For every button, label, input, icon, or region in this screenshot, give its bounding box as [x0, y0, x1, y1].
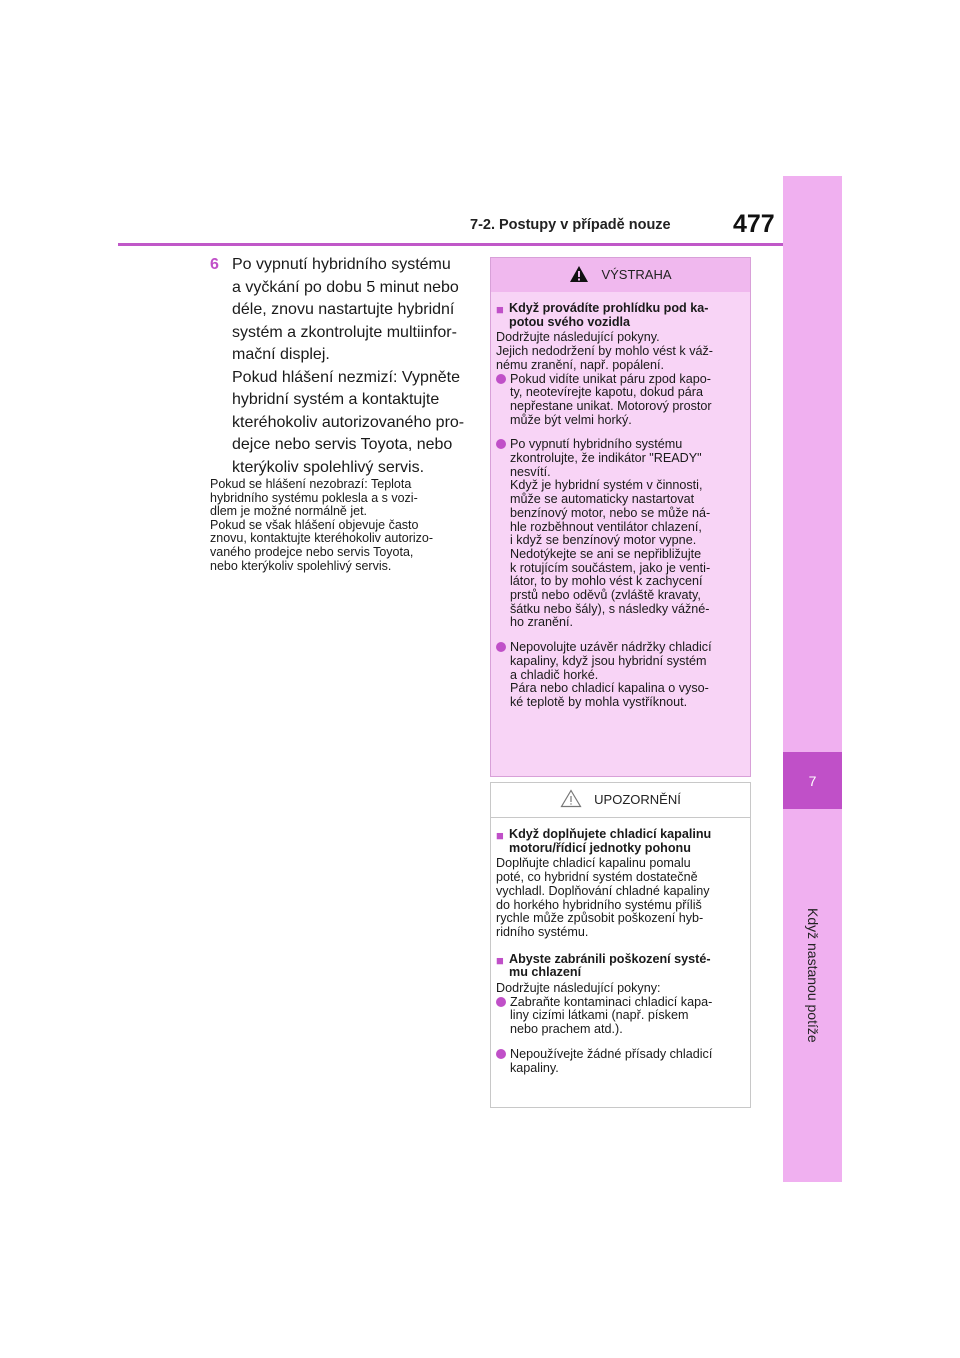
- bullet-text: [510, 641, 712, 710]
- bullet-line: Pára nebo chladicí kapalina o vyso-: [510, 681, 709, 696]
- warning-intro: [496, 331, 744, 372]
- bullet-line: k rotujícím součástem, jako je venti-: [510, 560, 711, 575]
- bullet-line: ké teplotě by mohla vystříknout.: [510, 694, 688, 709]
- bullet-item: [496, 996, 744, 1037]
- section-heading-line: mu chlazení: [509, 965, 582, 980]
- bullet-line: Zabraňte kontaminaci chladicí kapa-: [510, 994, 713, 1009]
- bullet-dot-icon: [496, 997, 506, 1007]
- bullet-dot-icon: [496, 374, 506, 384]
- page-number: 477: [733, 210, 775, 238]
- header-rule: [118, 243, 783, 246]
- note-text: [210, 478, 478, 573]
- step-line: déle, znovu nastartujte hybridní: [232, 301, 455, 318]
- step-line: Po vypnutí hybridního systému: [232, 256, 451, 273]
- note-line: nebo kterýkoliv spolehlivý servis.: [210, 558, 392, 573]
- step-6: [210, 254, 476, 479]
- note-line: dlem je možné normálně jet.: [210, 504, 368, 519]
- chapter-number-box: [783, 752, 842, 809]
- bullet-dot-icon: [496, 1049, 506, 1059]
- caution-header: [491, 783, 750, 818]
- section-text-line: Doplňujte chladicí kapalinu pomalu: [496, 856, 691, 871]
- warning-box: [490, 257, 751, 777]
- bullet-item: [496, 641, 744, 710]
- intro-line: nému zranění, např. popálení.: [496, 357, 665, 372]
- bullet-line: prstů nebo oděvů (zvláště kravaty,: [510, 588, 701, 603]
- step-line: Pokud hlášení nezmizí: Vypněte: [232, 368, 460, 386]
- bullet-line: i když se benzínový motor vypne.: [510, 533, 697, 548]
- warning-title: VÝSTRAHA: [601, 267, 672, 283]
- bullet-line: Nepoužívejte žádné přísady chladicí: [510, 1046, 713, 1061]
- spacer: [496, 940, 744, 951]
- bullet-line: zkontrolujte, že indikátor "READY": [510, 451, 702, 466]
- section-text: [496, 857, 744, 939]
- note-line: Pokud se však hlášení objevuje často: [210, 517, 419, 532]
- section-text-line: Dodržujte následující pokyny:: [496, 981, 661, 996]
- bullet-line: nesvítí.: [510, 464, 551, 479]
- intro-line: Jejich nedodržení by mohlo vést k váž-: [496, 344, 713, 359]
- bullet-line: Nepovolujte uzávěr nádržky chladicí: [510, 640, 712, 655]
- section-heading-line: Když provádíte prohlídku pod ka-: [509, 301, 709, 315]
- section-text: [496, 982, 744, 996]
- bullet-line: liny cizími látkami (např. pískem: [510, 1008, 689, 1023]
- bullet-line: ty, neotevírejte kapotu, dokud pára: [510, 385, 703, 400]
- note-line: vaného prodejce nebo servis Toyota,: [210, 544, 414, 559]
- bullet-line: Když je hybridní systém v činnosti,: [510, 478, 703, 493]
- bullet-text: [510, 438, 710, 630]
- step-line: hybridní systém a kontaktujte: [232, 391, 440, 408]
- bullet-line: nepřestane unikat. Motorový prostor: [510, 398, 712, 413]
- bullet-line: benzínový motor, nebo se může ná-: [510, 505, 711, 520]
- bullet-item: [496, 438, 744, 630]
- bullet-line: ho zranění.: [510, 615, 574, 630]
- section-heading-line: Když doplňujete chladicí kapalinu: [509, 827, 712, 841]
- bullet-line: Po vypnutí hybridního systému: [510, 437, 683, 452]
- step-line: mační displej.: [232, 346, 330, 363]
- bullet-line: kapaliny.: [510, 1060, 559, 1075]
- caution-body: [491, 818, 750, 1083]
- note-line: Pokud se hlášení nezobrazí: Teplota: [210, 477, 412, 491]
- bullet-line: kapaliny, když jsou hybridní systém: [510, 653, 707, 668]
- section-text-line: ridního systému.: [496, 924, 589, 939]
- section-text-line: poté, co hybridní systém dostatečně: [496, 870, 698, 885]
- bullet-line: Nedotýkejte se ani se nepřibližujte: [510, 546, 702, 561]
- bullet-item: [496, 1048, 744, 1075]
- warning-icon: [569, 265, 589, 286]
- note-line: hybridního systému poklesla a s vozi-: [210, 490, 418, 505]
- caution-icon: [560, 789, 582, 811]
- step-line: kteréhokoliv autorizovaného pro-: [232, 413, 465, 431]
- bullet-dot-icon: [496, 439, 506, 449]
- square-bullet-icon: ■: [496, 952, 504, 968]
- square-bullet-icon: ■: [496, 302, 504, 317]
- caution-title: UPOZORNĚNÍ: [594, 792, 681, 808]
- section-text-line: do horkého hybridního systému příliš: [496, 897, 702, 912]
- caution-box: [490, 782, 751, 1108]
- bullet-text: [510, 373, 712, 428]
- bullet-dot-icon: [496, 642, 506, 652]
- chapter-label: Když nastanou potíže: [805, 908, 821, 1043]
- step-line: a vyčkání po dobu 5 minut nebo: [232, 278, 459, 296]
- bullet-text: [510, 996, 712, 1037]
- warning-header: [491, 258, 750, 292]
- section-heading-text: [509, 302, 708, 329]
- step-line: dejce nebo servis Toyota, nebo: [232, 436, 453, 453]
- bullet-line: látor, to by mohlo vést k zachycení: [510, 574, 703, 589]
- bullet-line: může být velmi horký.: [510, 412, 632, 427]
- step-text: [232, 254, 476, 479]
- bullet-item: [496, 373, 744, 428]
- chapter-number: 7: [808, 772, 817, 789]
- section-text-line: rychle může způsobit poškození hyb-: [496, 911, 704, 926]
- square-bullet-icon: ■: [496, 828, 504, 843]
- step-line: systém a zkontrolujte multiinfor-: [232, 323, 457, 341]
- bullet-line: může se automaticky nastartovat: [510, 492, 695, 507]
- section-heading-line: Abyste zabránili poškození systé-: [509, 951, 711, 966]
- step-line: kterýkoliv spolehlivý servis.: [232, 458, 425, 476]
- section-heading-text: [509, 828, 711, 855]
- step-number: 6: [210, 256, 219, 273]
- section-heading: [496, 302, 744, 329]
- section-heading: [496, 953, 744, 980]
- bullet-text: [510, 1048, 712, 1075]
- warning-body: [491, 292, 750, 718]
- bullet-line: nebo prachem atd.).: [510, 1022, 623, 1037]
- intro-line: Dodržujte následující pokyny.: [496, 330, 660, 345]
- section-text-line: vychladl. Doplňování chladné kapaliny: [496, 883, 710, 898]
- section-heading-text: [509, 953, 711, 980]
- section-title: 7-2. Postupy v případě nouze: [470, 217, 671, 233]
- bullet-line: Pokud vidíte unikat páru zpod kapo-: [510, 371, 711, 386]
- section-heading: [496, 828, 744, 855]
- note-line: znovu, kontaktujte kteréhokoliv autorizo-: [210, 531, 434, 546]
- bullet-line: a chladič horké.: [510, 667, 599, 682]
- bullet-line: hle rozběhnout ventilátor chlazení,: [510, 519, 702, 534]
- bullet-line: šátku nebo šály), s následky vážné-: [510, 601, 710, 616]
- section-heading-line: motoru/řídicí jednotky pohonu: [509, 840, 691, 855]
- section-heading-line: potou svého vozidla: [509, 314, 631, 329]
